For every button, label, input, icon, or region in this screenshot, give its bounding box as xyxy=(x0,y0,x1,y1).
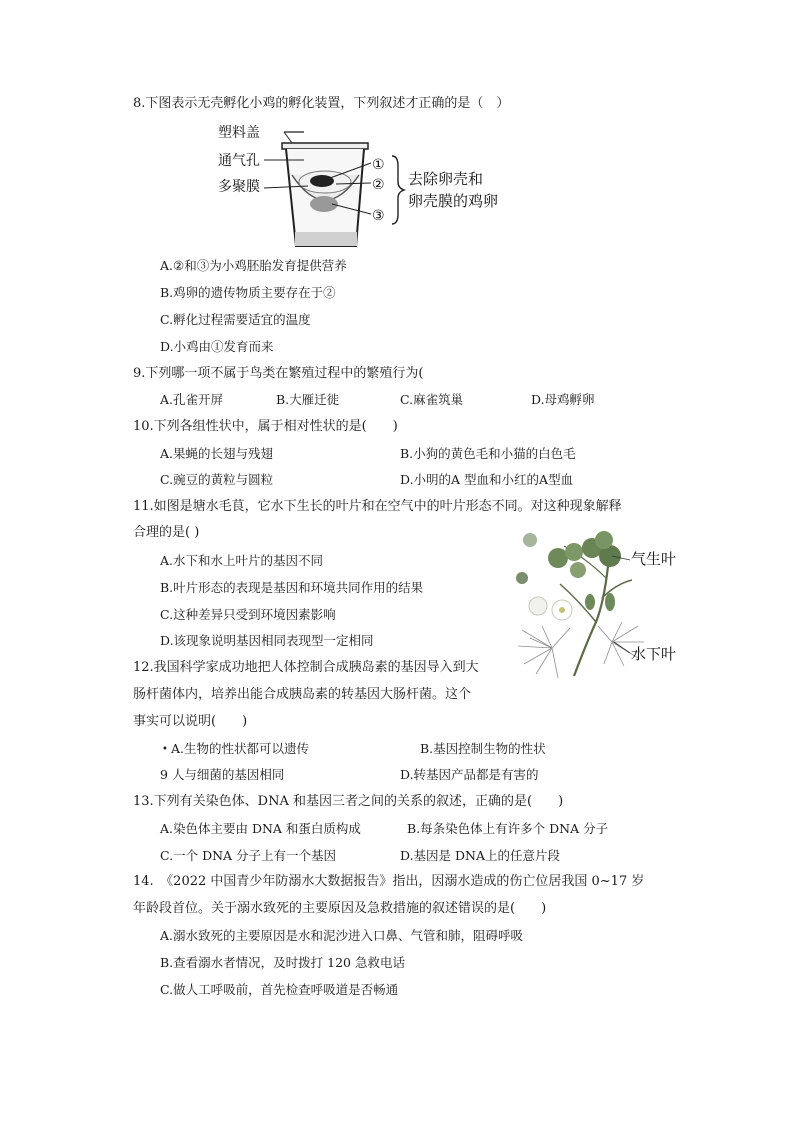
q8-option-c: C.孵化过程需要适宜的温度 xyxy=(160,312,311,327)
q10-option-c: C.豌豆的黄粒与圆粒 xyxy=(160,472,274,487)
water-layer xyxy=(295,232,357,246)
q11-option-a: A.水下和水上叶片的基因不同 xyxy=(160,553,324,568)
brace xyxy=(392,156,404,224)
q11-option-c: C.这种差异只受到环境因素影响 xyxy=(160,607,336,622)
q9-stem: 9.下列哪一项不属于鸟类在繁殖过程中的繁殖行为( xyxy=(133,366,424,381)
q9-option-a: A.孔雀开屏 xyxy=(160,392,224,407)
q8-stem: 8.下图表示无壳孵化小鸡的孵化装置，下列叙述才正确的是（ ） xyxy=(133,96,510,111)
q11-option-b: B.叶片形态的表现是基因和环境共同作用的结果 xyxy=(160,580,424,595)
label-1: ① xyxy=(372,157,385,173)
q9-option-c: C.麻雀筑巢 xyxy=(400,392,464,407)
incubator-figure xyxy=(212,120,512,252)
q11-stem-line-2: 合理的是( ) xyxy=(133,525,200,540)
q10-option-a: A.果蝇的长翅与残翅 xyxy=(160,446,274,461)
q11-stem-line-1: 11.如图是塘水毛茛，它水下生长的叶片和在空气中的叶片形态不同。对这种现象解释 xyxy=(133,499,622,514)
q12-option-a: A.生物的性状都可以遗传 xyxy=(171,741,310,756)
q13-option-a: A.染色体主要由 DNA 和蛋白质构成 xyxy=(160,821,361,836)
q14-option-c: C.做人工呼吸前，首先检查呼吸道是否畅通 xyxy=(160,982,399,997)
egg-yolk xyxy=(310,175,334,187)
q9-option-b: B.大雁迁徙 xyxy=(276,392,340,407)
q10-option-b: B.小狗的黄色毛和小猫的白色毛 xyxy=(400,446,576,461)
q12-option-b: B.基因控制生物的性状 xyxy=(420,741,546,756)
q12-option-d: D.转基因产品都是有害的 xyxy=(400,767,539,782)
q14-stem-line-2: 年龄段首位。关于溺水致死的主要原因及急救措施的叙述错误的是( ) xyxy=(133,901,547,916)
q8-option-a: A.②和③为小鸡胚胎发育提供营养 xyxy=(160,258,347,273)
q14-option-b: B.查看溺水者情况，及时拨打 120 急救电话 xyxy=(160,955,405,970)
caption-line-1: 去除卵壳和 xyxy=(408,170,484,188)
caption-line-2: 卵壳膜的鸡卵 xyxy=(408,192,499,210)
q9-option-d: D.母鸡孵卵 xyxy=(531,392,595,407)
q12-stem-line-1: 12.我国科学家成功地把人体控制合成胰岛素的基因导入到大 xyxy=(133,660,479,675)
label-vent: 通气孔 xyxy=(218,153,260,169)
q8-option-d: D.小鸡由①发育而来 xyxy=(160,339,274,354)
q12-stem-line-3: 事实可以说明( ) xyxy=(133,714,248,729)
label-air-leaf: 气生叶 xyxy=(631,550,677,568)
q12-stem-line-2: 肠杆菌体内，培养出能合成胰岛素的转基因大肠杆菌。这个 xyxy=(133,687,472,702)
q13-stem: 13.下列有关染色体、DNA 和基因三者之间的关系的叙述，正确的是( ) xyxy=(133,794,564,809)
label-2: ② xyxy=(372,177,385,193)
water-buttercup-figure xyxy=(512,526,692,686)
q14-stem-line-1: 14. 《2022 中国青少年防溺水大数据报告》指出，因溺水造成的伤亡位居我国 0~17 岁 xyxy=(133,874,645,889)
q8-option-b: B.鸡卵的遗传物质主要存在于② xyxy=(160,285,336,300)
q13-option-c: C.一个 DNA 分子上有一个基因 xyxy=(160,848,337,863)
plastic-lid xyxy=(282,143,368,149)
q13-option-d: D.基因是 DNA上的任意片段 xyxy=(400,848,561,863)
label-lid: 塑料盖 xyxy=(218,125,260,141)
q14-option-a: A.溺水致死的主要原因是水和泥沙进入口鼻、气管和肺，阻碍呼吸 xyxy=(160,928,524,943)
q10-stem: 10.下列各组性状中，属于相对性状的是( ) xyxy=(133,419,398,434)
label-water-leaf: 水下叶 xyxy=(631,645,677,663)
label-film: 多聚膜 xyxy=(218,179,260,195)
q13-option-b: B.每条染色体上有许多个 DNA 分子 xyxy=(407,821,609,836)
q10-option-d: D.小明的A 型血和小红的A型血 xyxy=(400,472,574,487)
q12-option-c: 9 人与细菌的基因相同 xyxy=(160,767,285,782)
bullet-mark: • xyxy=(162,744,168,755)
q11-option-d: D.该现象说明基因相同表现型一定相同 xyxy=(160,633,374,648)
label-3: ③ xyxy=(372,208,385,224)
